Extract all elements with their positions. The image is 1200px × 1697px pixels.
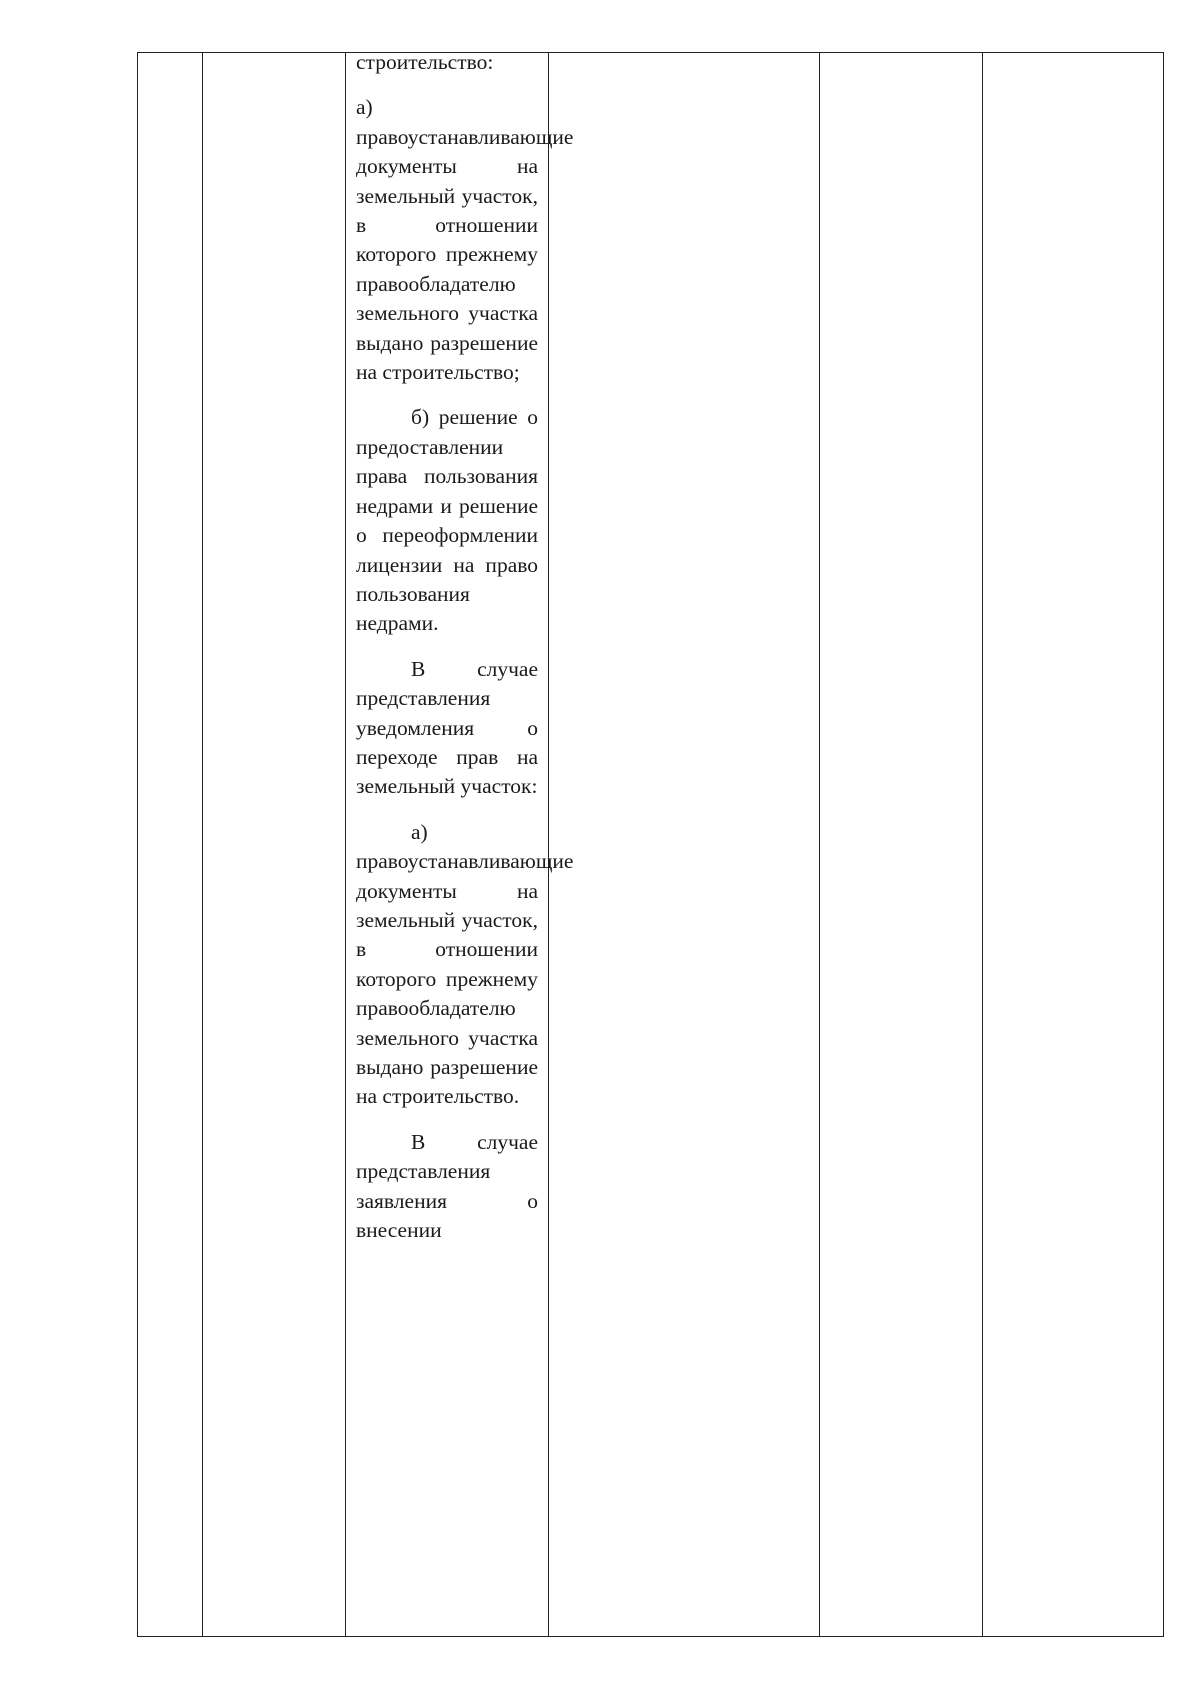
cell-col3 xyxy=(346,50,574,1637)
cell-col4 xyxy=(549,53,820,1637)
table-row xyxy=(138,53,1164,1637)
cell-col5 xyxy=(820,53,983,1637)
paragraph: а) правоустанавливающие документы на земельный участок, в отношении которого прежнему правообладателю земельного участка выдано разрешение на строительство; xyxy=(356,95,574,385)
paragraph: В случае представления уведомления о переходе прав на земельный участок: xyxy=(356,656,538,799)
cell-col6 xyxy=(983,53,1164,1637)
paragraph: В случае представления заявления о внесении xyxy=(356,1129,538,1243)
paragraph: б) решение о предоставлении права пользования недрами и решение о переоформлении лицензии на право пользования недрами. xyxy=(356,405,538,636)
paragraph: а) правоустанавливающие документы на земельный участок, в отношении которого прежнему правообладателю земельного участка выдано разрешение на строительство. xyxy=(356,819,574,1109)
paragraph: строительство: xyxy=(356,50,494,74)
cell-col1 xyxy=(138,53,203,1637)
cell-col3-text xyxy=(346,48,574,1245)
cell-col2 xyxy=(203,53,346,1637)
document-table xyxy=(137,52,1164,1637)
